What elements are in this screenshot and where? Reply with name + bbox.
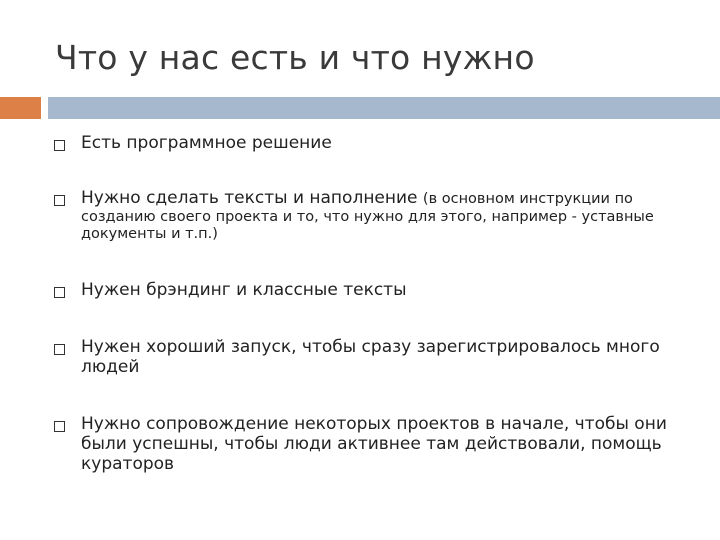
title-rule <box>48 97 720 119</box>
bullet-text-block <box>81 188 691 243</box>
bullet-text: Нужен брэндинг и классные тексты <box>81 280 407 300</box>
square-bullet-icon <box>54 195 65 206</box>
bullet-text: Есть программное решение <box>81 133 332 153</box>
bullet-note-rest: созданию своего проекта и то, что нужно для этого, например - уставные документы и т.п.) <box>81 209 654 242</box>
accent-bar <box>0 97 41 119</box>
bullet-note-start: (в основном инструкции по <box>422 191 633 207</box>
bullet-text: Нужен хороший запуск, чтобы сразу зарегистрировалось много людей <box>81 337 660 377</box>
bullet-text: Нужно сопровождение некоторых проектов в начале, чтобы они были успешны, чтобы люди активнее там действовали, помощь кураторов <box>81 414 667 474</box>
square-bullet-icon <box>54 287 65 298</box>
square-bullet-icon <box>54 140 65 151</box>
square-bullet-icon <box>54 344 65 355</box>
slide-title: Что у нас есть и что нужно <box>55 38 535 77</box>
square-bullet-icon <box>54 421 65 432</box>
bullet-text: Нужно сделать тексты и наполнение <box>81 188 418 208</box>
